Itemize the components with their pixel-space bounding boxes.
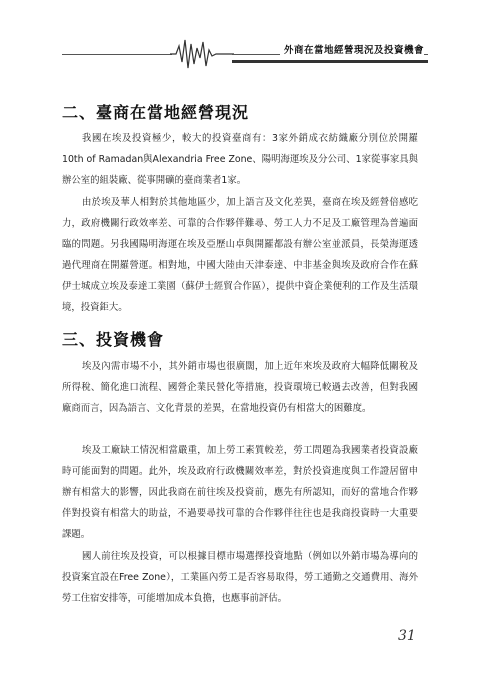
running-header	[0, 30, 480, 70]
section-heading-investment-opportunities: 三、投資機會	[62, 330, 165, 349]
paragraph: 埃及工廠缺工情況相當嚴重，加上勞工素質較差，勞工問題為我國業者投資設廠時可能面對的問題。此外，埃及政府行政機關效率差，對於投資進度與工作證居留申辦有相當大的影響，因此我商在前往埃及投資前，應先有所認知，而好的當地合作夥伴對投資有相當大的助益，不過要尋找可靠的合作夥伴往往也是我商投資時一大重要課題。	[62, 445, 418, 540]
paragraph: 由於埃及華人相對於其他地區少，加上語言及文化差異，臺商在埃及經營倍感吃力，政府機關行政效率差、可靠的合作夥伴難尋、勞工人力不足及工廠管理為普遍面臨的問題。另我國陽明海運在埃及亞歷山卓與開羅都設有辦公室並派員，長榮海運透過代理商在開羅營運。相對地，中國大陸由天津泰達、中非基金與埃及政府合作在蘇伊士城成立埃及泰達工業園（蘇伊士經貿合作區），提供中資企業便利的工作及生活環境，投資鉅大。	[62, 197, 418, 313]
paragraph: 我國在埃及投資極少，較大的投資臺商有：3家外銷成衣紡織廠分別位於開羅10th of Ramadan與Alexandria Free Zone、陽明海運埃及分公司、1家從事家具與辦公室的組裝廠、從事開礦的臺商業者1家。	[62, 133, 418, 186]
header-bar	[232, 60, 428, 63]
section-heading-taiwan-business: 二、臺商在當地經營現況	[62, 103, 250, 122]
header-rule-left	[62, 54, 172, 55]
page-number: 31	[398, 628, 416, 644]
paragraph: 埃及內需市場不小，其外銷市場也很廣闊，加上近年來埃及政府大幅降低關稅及所得稅、簡化進口流程、國營企業民營化等措施，投資環境已較過去改善，但對我國廠商而言，因為語言、文化背景的差異，在當地投資仍有相當大的困難度。	[62, 361, 418, 414]
pulse-wave-icon	[170, 36, 234, 72]
paragraph: 國人前往埃及投資，可以根據目標市場選擇投資地點（例如以外銷市場為導向的投資案宜設在Free Zone），工業區內勞工是否容易取得，勞工通勤之交通費用、海外勞工住宿安排等，可能增加成本負擔，也應事前評估。	[62, 551, 418, 604]
running-title: 外商在當地經營現況及投資機會	[280, 42, 424, 56]
